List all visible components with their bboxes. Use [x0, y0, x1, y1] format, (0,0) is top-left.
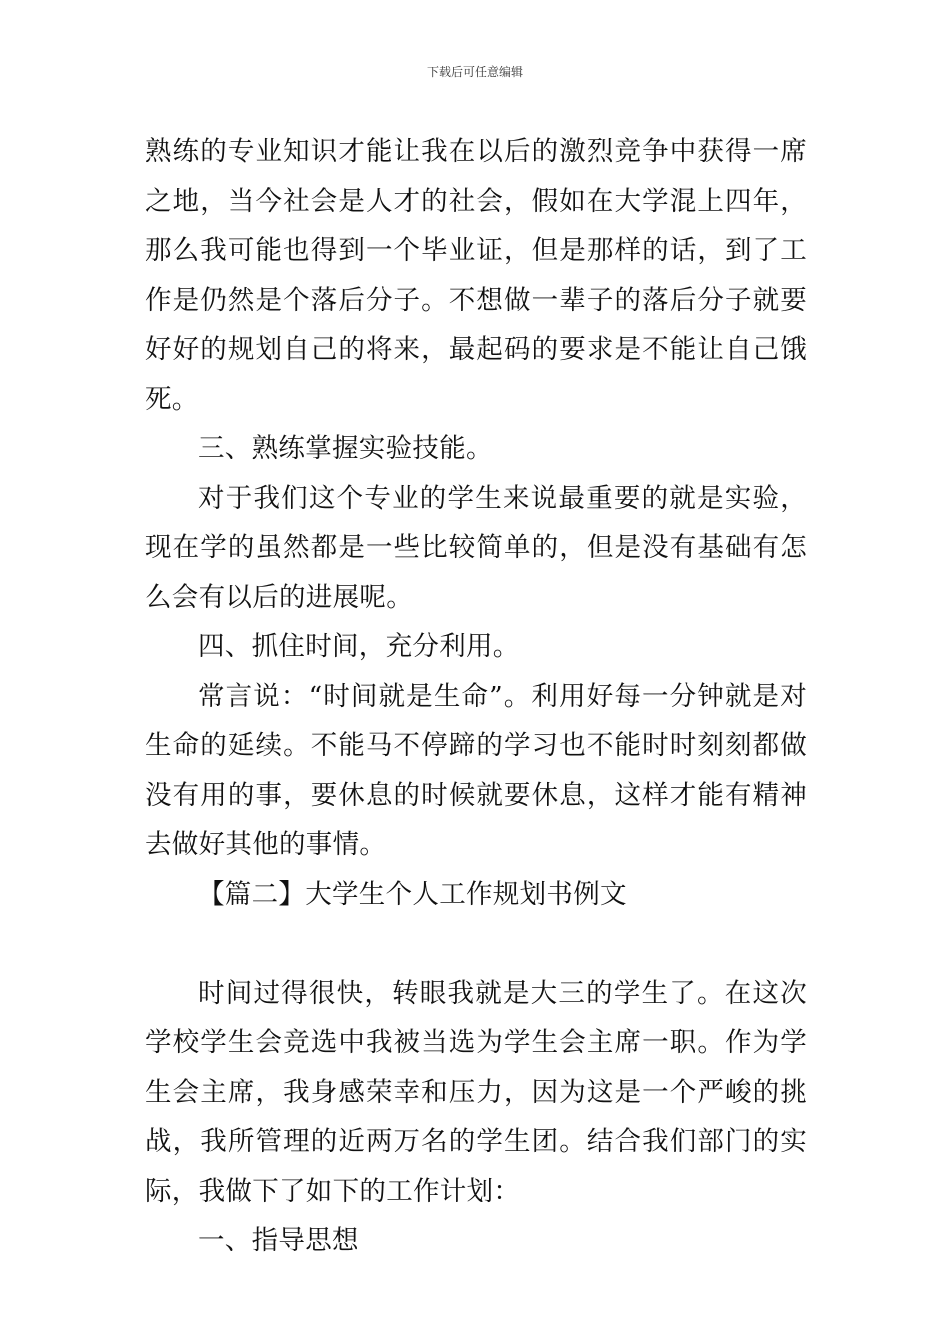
blank-line [145, 919, 807, 969]
paragraph-competition: 熟练的专业知识才能让我在以后的激烈竞争中获得一席之地，当今社会是人才的社会，假如在大学混上四年，那么我可能也得到一个毕业证，但是那样的话，到了工作是仍然是个落后分子。不想做一辈子的落后分子就要好好的规划自己的将来，最起码的要求是不能让自己饿死。 [145, 136, 807, 415]
heading-time: 四、抓住时间，充分利用。 [198, 631, 520, 662]
heading-guiding-thought: 一、指导思想 [198, 1225, 359, 1256]
paragraph-lab-skills: 对于我们这个专业的学生来说最重要的就是实验，现在学的虽然都是一些比较简单的，但是没有基础有怎么会有以后的进展呢。 [145, 482, 807, 613]
section-title: 【篇二】大学生个人工作规划书例文 [198, 878, 627, 910]
document-body [145, 127, 807, 1266]
paragraph-time: 常言说：“时间就是生命”。利用好每一分钟就是对生命的延续。不能马不停蹄的学习也不能时时刻刻都做没有用的事，要休息的时候就要休息，这样才能有精神去做好其他的事情。 [145, 680, 807, 860]
heading-lab-skills: 三、熟练掌握实验技能。 [198, 433, 493, 464]
paragraph-student-union: 时间过得很快，转眼我就是大三的学生了。在这次学校学生会竞选中我被当选为学生会主席一职。作为学生会主席，我身感荣幸和压力，因为这是一个严峻的挑战，我所管理的近两万名的学生团。结合我们部门的实际，我做下了如下的工作计划： [145, 977, 807, 1207]
page-header-note: 下载后可任意编辑 [426, 65, 523, 79]
